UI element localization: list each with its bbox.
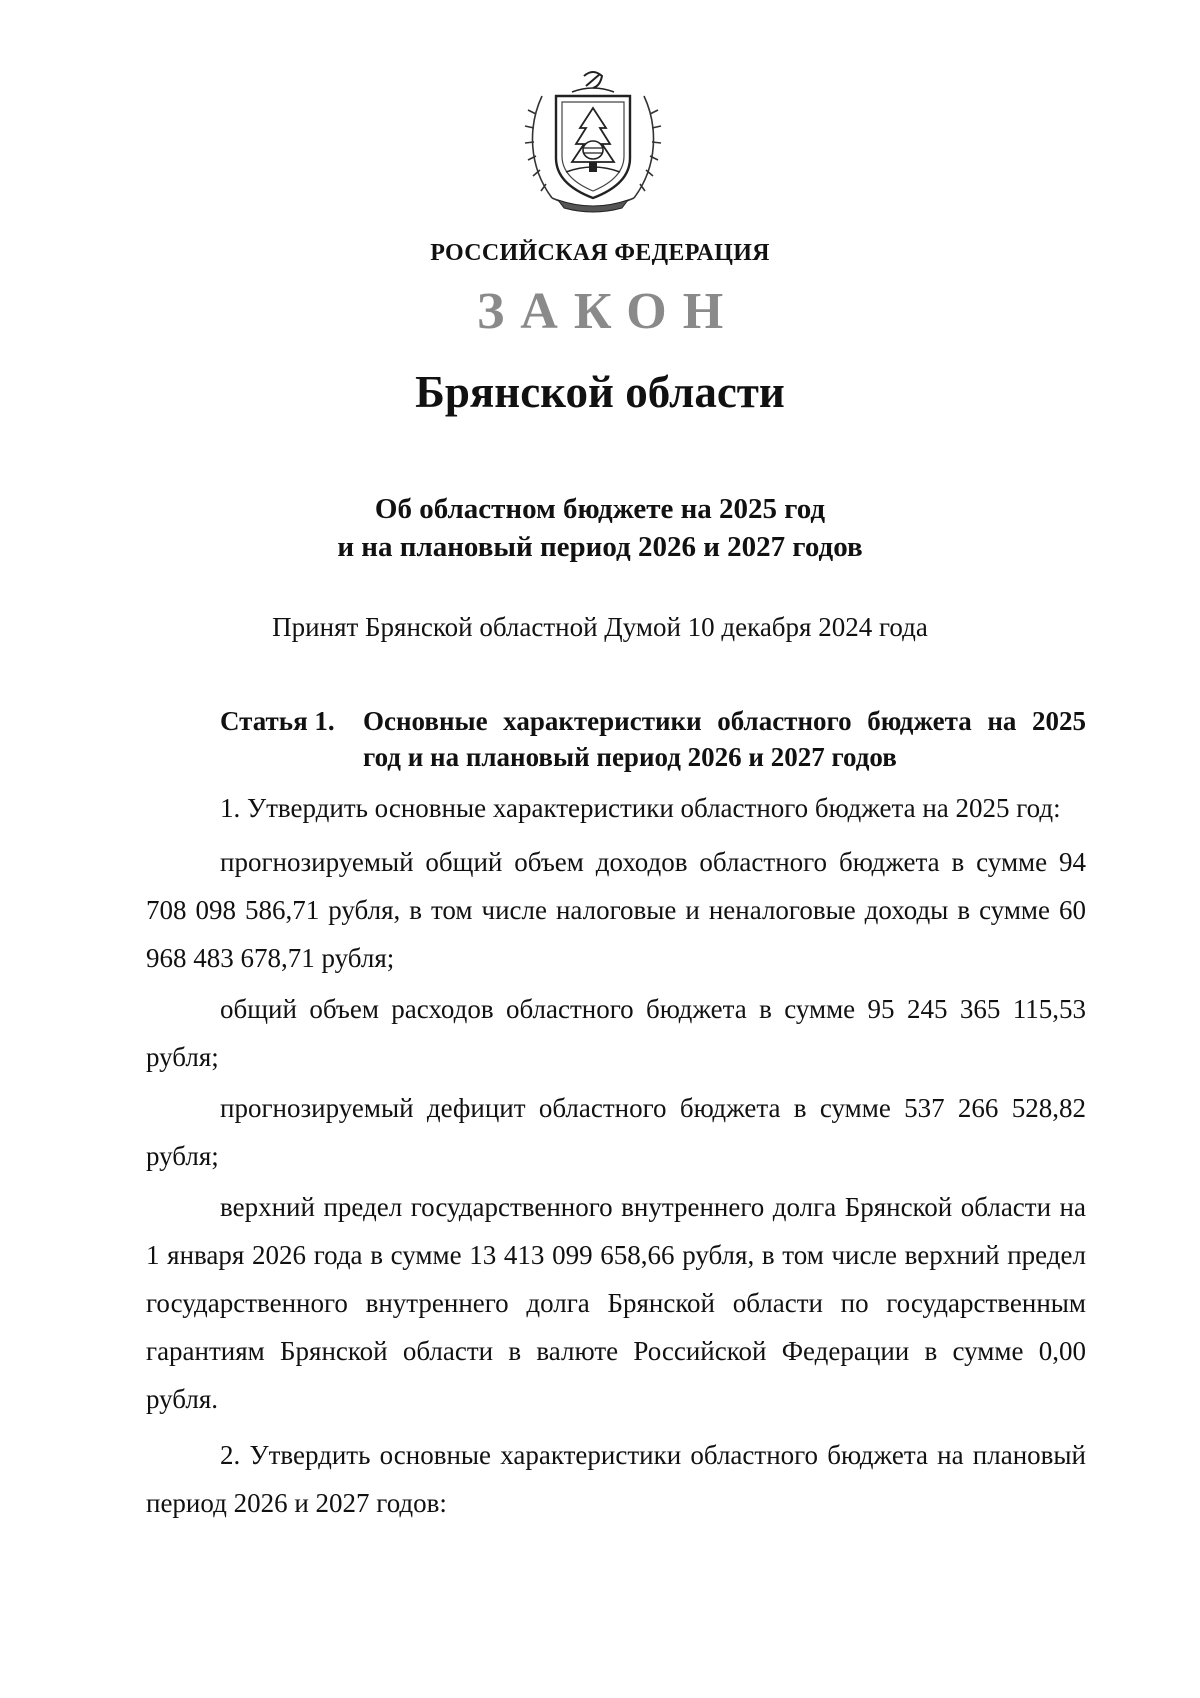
law-title (0, 490, 1200, 566)
adoption-statement: Принят Брянской областной Думой 10 декабря 2024 года (272, 612, 928, 642)
coat-of-arms-icon (522, 66, 664, 214)
country-heading: РОССИЙСКАЯ ФЕДЕРАЦИЯ (430, 240, 770, 266)
paragraph: 2. Утвердить основные характеристики областного бюджета на плановый период 2026 и 2027 годов: (146, 1440, 1086, 1518)
paragraph: 1. Утвердить основные характеристики областного бюджета на 2025 год: (220, 793, 1061, 823)
law-title-line-1: Об областном бюджете на 2025 год (374, 493, 826, 525)
paragraph: прогнозируемый общий объем доходов областного бюджета в сумме 94 708 098 586,71 рубля, в том числе налоговые и неналоговые доходы в сумме 60 968 483 678,71 рубля; (146, 847, 1086, 973)
law-word-heading: ЗАКОН (476, 283, 740, 340)
paragraph: прогнозируемый дефицит областного бюджета в сумме 537 266 528,82 рубля; (146, 1093, 1086, 1171)
law-title-line-2: и на плановый период 2026 и 2027 годов (337, 531, 863, 563)
article-1-header (220, 703, 1086, 775)
article-body (146, 784, 1086, 1527)
paragraph: верхний предел государственного внутреннего долга Брянской области на 1 января 2026 года в сумме 13 413 099 658,66 рубля, в том числе верхний предел государственного внутреннего долга Брянской области по государственным гарантиям Брянской области в валюте Российской Федерации в сумме 0,00 рубля. (146, 1192, 1086, 1414)
article-number: Статья 1. (220, 706, 335, 736)
region-heading: Брянской области (415, 367, 785, 417)
paragraph: общий объем расходов областного бюджета в сумме 95 245 365 115,53 рубля; (146, 994, 1086, 1072)
article-heading: Основные характеристики областного бюджета на 2025 год и на плановый период 2026 и 2027 годов (363, 706, 1086, 772)
